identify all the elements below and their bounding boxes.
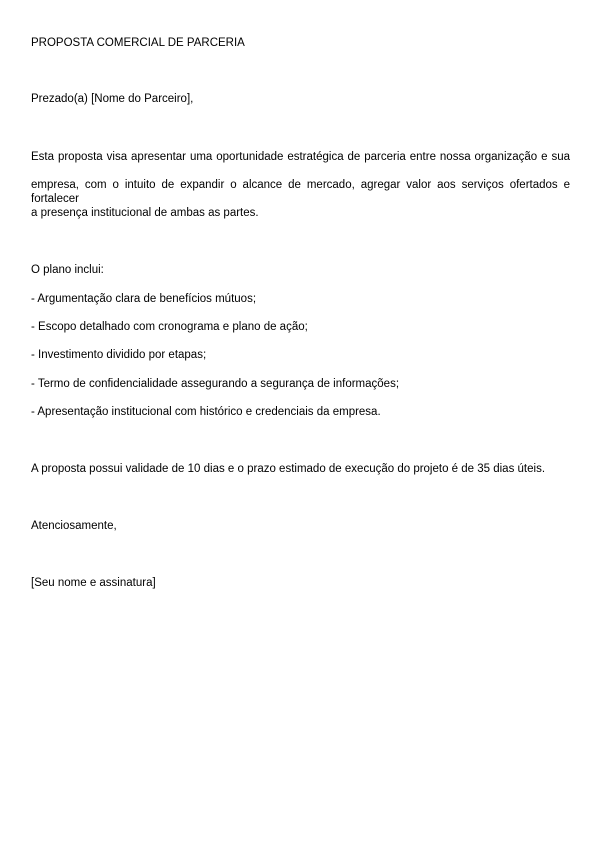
intro-line-1: Esta proposta visa apresentar uma oportunidade estratégica de parceria entre nossa organização e sua — [31, 151, 570, 163]
plan-item: - Termo de confidencialidade assegurando a segurança de informações; — [31, 378, 400, 390]
plan-item: - Apresentação institucional com histórico e credenciais da empresa. — [31, 406, 381, 418]
intro-line-2: empresa, com o intuito de expandir o alcance de mercado, agregar valor aos serviços ofertados e fortalecer — [31, 179, 570, 205]
closing: Atenciosamente, — [31, 520, 117, 532]
plan-item: - Escopo detalhado com cronograma e plano de ação; — [31, 321, 308, 333]
signature-placeholder: [Seu nome e assinatura] — [31, 577, 156, 589]
plan-item: - Argumentação clara de benefícios mútuos; — [31, 293, 257, 305]
plan-heading: O plano inclui: — [31, 264, 104, 276]
document-title: PROPOSTA COMERCIAL DE PARCERIA — [31, 37, 245, 49]
salutation: Prezado(a) [Nome do Parceiro], — [31, 93, 194, 105]
validity-paragraph: A proposta possui validade de 10 dias e o prazo estimado de execução do projeto é de 35 dias úteis. — [31, 463, 546, 475]
intro-line-3: a presença institucional de ambas as partes. — [31, 207, 259, 219]
plan-item: - Investimento dividido por etapas; — [31, 349, 207, 361]
